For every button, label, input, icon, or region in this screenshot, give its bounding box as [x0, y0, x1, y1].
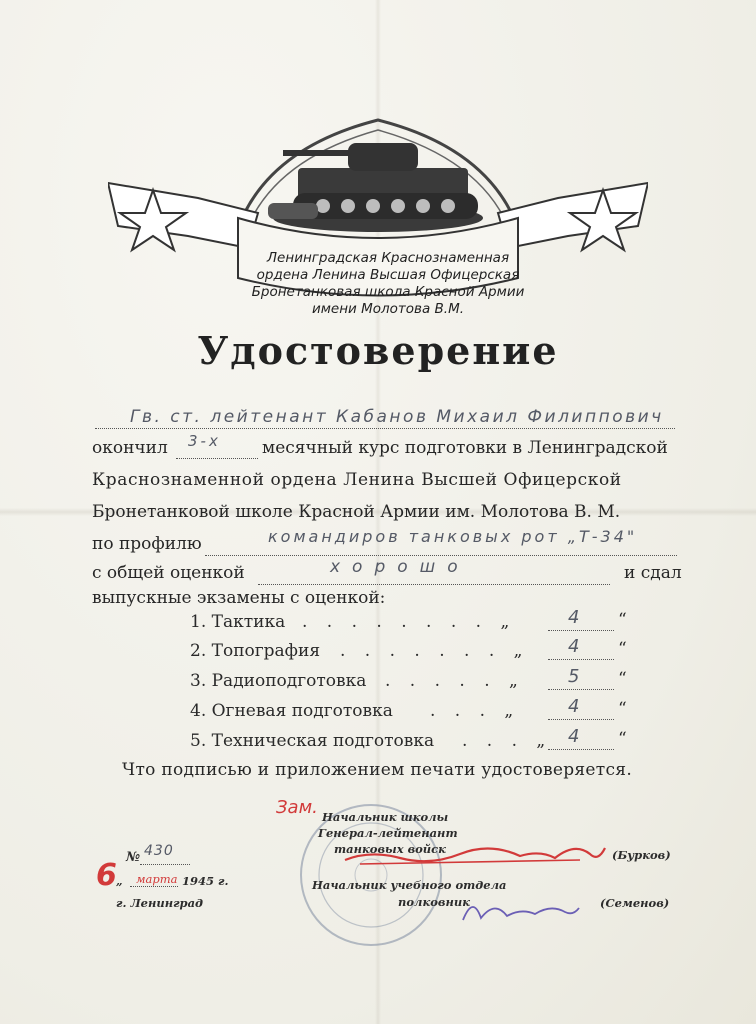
date-month-underline [130, 886, 178, 887]
exam-label: 2. Топография [190, 641, 321, 661]
exam-grade: 4 [568, 696, 580, 717]
exam-label: 1. Тактика [190, 612, 286, 632]
sig1-title-line: Начальник школы [322, 810, 449, 824]
document-number: 430 [144, 843, 174, 859]
school-name-line: имени Молотова В.М. [311, 301, 465, 317]
date-year: 1945 г. [182, 874, 229, 888]
course-text-2: Краснознаменной ордена Ленина Высшей Офицерской [92, 470, 622, 490]
dot-leader: . . . „ [462, 731, 553, 751]
grade-quote: “ [618, 669, 627, 689]
holder-underline [95, 428, 675, 429]
school-name [248, 250, 528, 318]
course-months-underline [176, 458, 258, 459]
sig1-name: (Бурков) [612, 848, 671, 862]
date-day: 6 [96, 858, 117, 893]
signature-icon [340, 832, 610, 877]
overall-label: с общей оценкой [92, 563, 245, 583]
city: г. Ленинград [116, 896, 204, 910]
sig2-name: (Семенов) [600, 896, 670, 910]
grade-underline [548, 719, 614, 720]
exam-row [190, 671, 525, 691]
exam-grade: 5 [568, 666, 580, 687]
school-name-line: ордена Ленина Высшая Офицерская [256, 267, 520, 283]
overall-suffix: и сдал [624, 563, 682, 583]
overall-value: хорошо [330, 557, 470, 577]
dot-leader: . . . „ [430, 701, 521, 721]
grade-quote: “ [618, 699, 627, 719]
exam-label: 5. Техническая подготовка [190, 731, 435, 751]
school-name-line: Бронетанковая школа Красной Армии [251, 284, 525, 300]
grade-underline [548, 689, 614, 690]
course-months: 3-х [188, 432, 221, 450]
exams-intro: выпускные экзамены с оценкой: [92, 588, 386, 608]
course-prefix: окончил [92, 438, 168, 458]
grade-quote: “ [618, 639, 627, 659]
signature-icon [455, 890, 585, 930]
sig2-title-line: полковник [398, 895, 470, 909]
dot-leader: . . . . . „ [385, 671, 525, 691]
school-name-line: Ленинградская Краснознаменная [266, 250, 510, 266]
number-underline [140, 864, 190, 865]
grade-quote: “ [618, 729, 627, 749]
profile-underline [205, 555, 677, 556]
dot-leader: . . . . . . . . „ [302, 612, 517, 632]
exam-label: 4. Огневая подготовка [190, 701, 393, 721]
exam-row [190, 641, 530, 661]
overall-underline [258, 584, 610, 585]
grade-underline [548, 659, 614, 660]
sig2-title-line: Начальник учебного отдела [312, 878, 507, 892]
exam-grade: 4 [568, 607, 580, 628]
profile-label: по профилю [92, 534, 202, 554]
certify-text: Что подписью и приложением печати удостоверяется. [122, 760, 633, 780]
exam-grade: 4 [568, 726, 580, 747]
sig1-title-line: Генерал-лейтенант [318, 826, 458, 840]
exam-label: 3. Радиоподготовка [190, 671, 367, 691]
exam-row [190, 701, 521, 721]
grade-underline [548, 749, 614, 750]
grade-underline [548, 630, 614, 631]
date-open-quote: „ [116, 874, 123, 888]
dot-leader: . . . . . . . „ [340, 641, 530, 661]
holder-name: Гв. ст. лейтенант Кабанов Михаил Филиппович [130, 407, 664, 427]
exam-row [190, 731, 553, 751]
number-label: № [126, 850, 141, 865]
course-text-3: Бронетанковой школе Красной Армии им. Молотова В. М. [92, 502, 621, 522]
sig1-title-line: танковых войск [334, 842, 446, 856]
document-title: Удостоверение [197, 328, 559, 373]
profile-value: командиров танковых рот „Т-34" [268, 527, 638, 546]
course-text-1: месячный курс подготовки в Ленинградской [262, 438, 668, 458]
exam-row [190, 612, 517, 632]
deputy-note: Зам. [276, 797, 318, 818]
exam-grade: 4 [568, 636, 580, 657]
date-month: марта [136, 872, 178, 886]
grade-quote: “ [618, 610, 627, 630]
